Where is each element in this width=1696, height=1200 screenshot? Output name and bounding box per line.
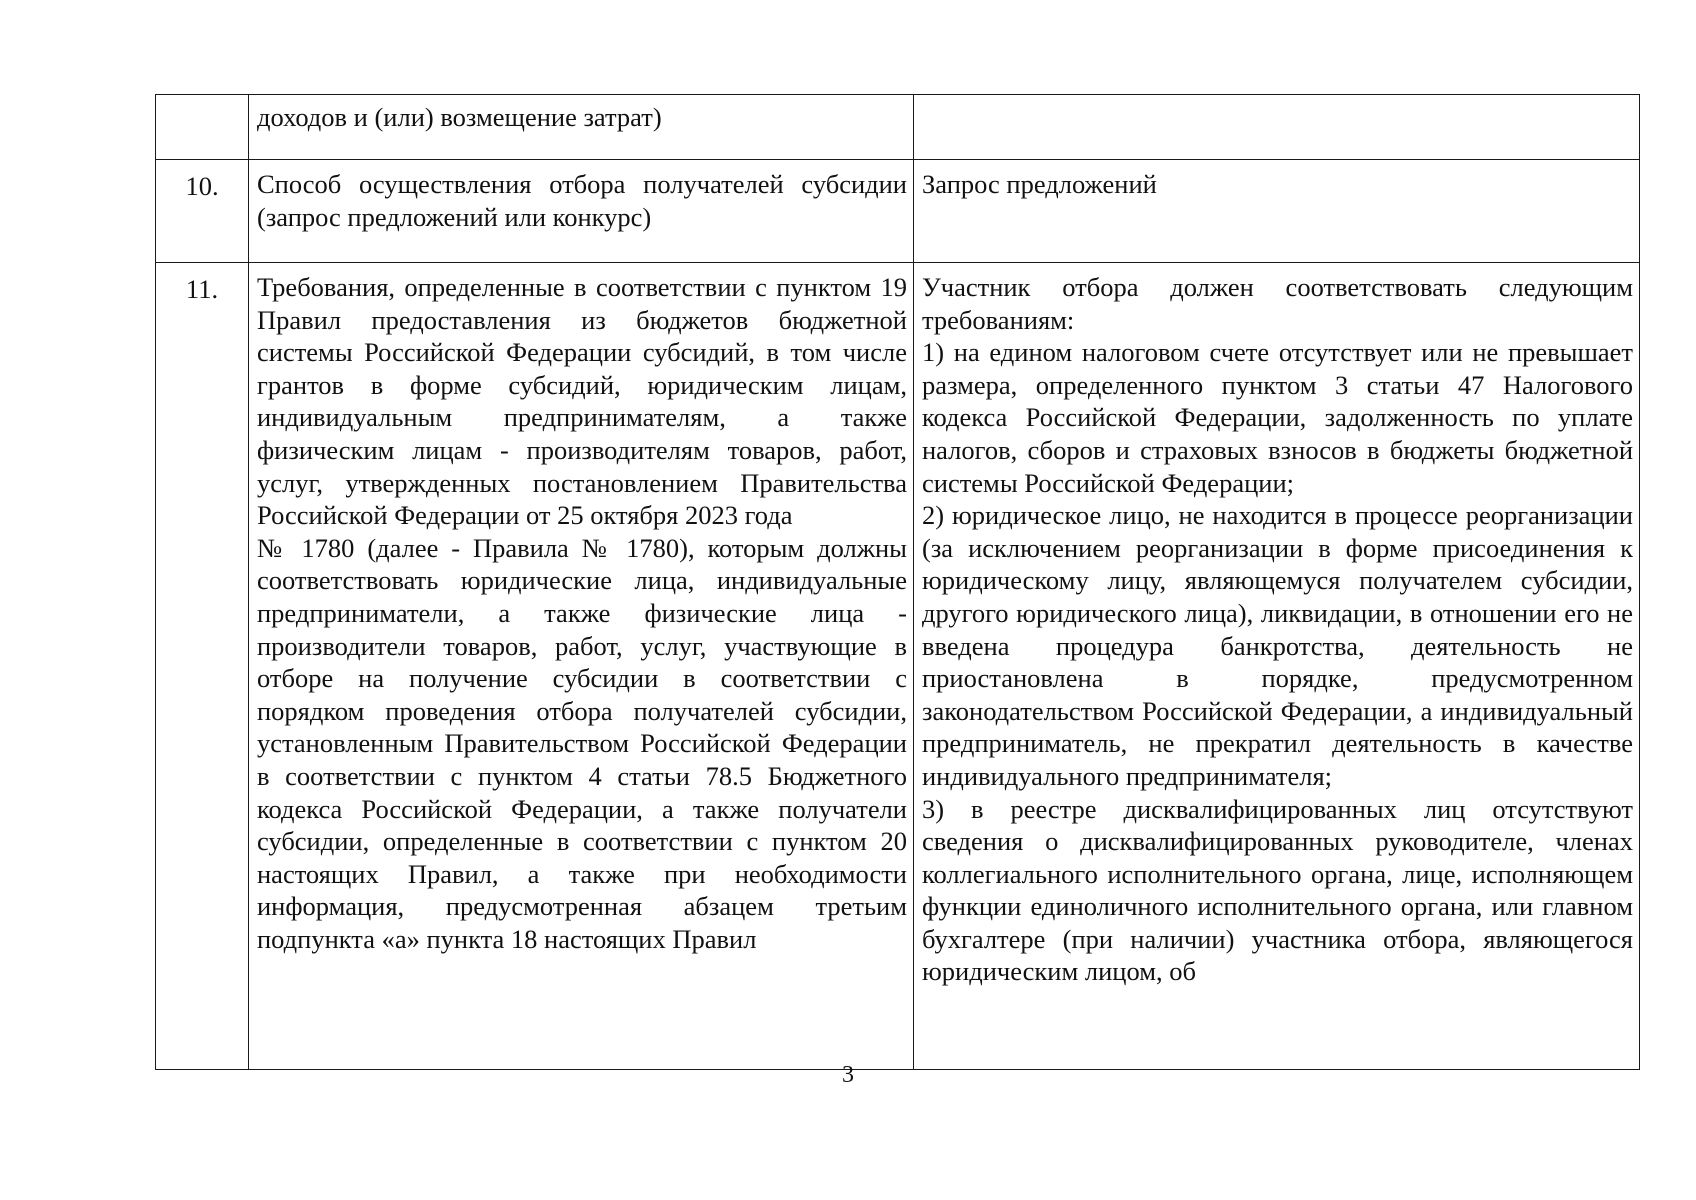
page-number: 3 — [842, 1062, 854, 1088]
row-number — [156, 95, 249, 160]
row-number: 10. — [156, 160, 249, 263]
row-value-paragraph: 1) на едином налоговом счете отсутствует или не превышает размера, определенного пунктом 3 статьи 47 Налогового кодекса Российской Федерации, задолженность по уплате налогов, сборов и страховых взносов в бюджеты бюджетной системы Российской Федерации; — [922, 337, 1633, 498]
row-name-paragraph: Требования, определенные в соответствии с пунктом 19 Правил предоставления из бюджетов бюджетной системы Российской Федерации субсидий, в том числе грантов в форме субсидий, юридическим лицам, индивидуальным предпринимателям, а также физическим лицам - производителям товаров, работ, услуг, утвержденных постановлением Правительства Российской Федерации от 25 октября 2023 года — [257, 272, 907, 531]
row-name — [249, 95, 914, 160]
table-row — [156, 95, 1640, 160]
row-value — [914, 263, 1640, 1070]
row-name — [249, 160, 914, 263]
table-row — [156, 263, 1640, 1070]
row-name — [249, 263, 914, 1070]
row-name-paragraph: № 1780 (далее - Правила № 1780), которым должны соответствовать юридические лица, индивидуальные предприниматели, а также физические лица - производители товаров, работ, услуг, участвующие в отборе на получение субсидии в соответствии с порядком проведения отбора получателей субсидии, установленным Правительством Российской Федерации в соответствии с пунктом 4 статьи 78.5 Бюджетного кодекса Российской Федерации, а также получатели субсидии, определенные в соответствии с пунктом 20 настоящих Правил, а также при необходимости информация, предусмотренная абзацем третьим подпункта «а» пункта 18 настоящих Правил — [257, 532, 907, 954]
row-value — [914, 95, 1640, 160]
row-value-paragraph: Участник отбора должен соответствовать следующим требованиям: — [922, 272, 1633, 335]
row-name-text: доходов и (или) возмещение затрат) — [257, 102, 662, 132]
row-value-paragraph: 2) юридическое лицо, не находится в процессе реорганизации (за исключением реорганизации в форме присоединения к юридическому лицу, являющемуся получателем субсидии, другого юридического лица), ликвидации, в отношении его не введена процедура банкротства, деятельность не приостановлена в порядке, предусмотренном законодательством Российской Федерации, а индивидуальный предприниматель, не прекратил деятельность в качестве индивидуального предпринимателя; — [922, 500, 1633, 791]
table-row — [156, 160, 1640, 263]
row-value — [914, 160, 1640, 263]
row-name-text: Способ осуществления отбора получателей субсидии (запрос предложений или конкурс) — [257, 169, 907, 232]
row-value-text: Запрос предложений — [922, 169, 1157, 199]
requirements-table — [155, 94, 1640, 1070]
row-value-paragraph: 3) в реестре дисквалифицированных лиц отсутствуют сведения о дисквалифицированных руководителе, членах коллегиального исполнительного органа, лице, исполняющем функции единоличного исполнительного органа, или главном бухгалтере (при наличии) участника отбора, являющегося юридическим лицом, об — [922, 793, 1633, 987]
row-number: 11. — [156, 263, 249, 1070]
